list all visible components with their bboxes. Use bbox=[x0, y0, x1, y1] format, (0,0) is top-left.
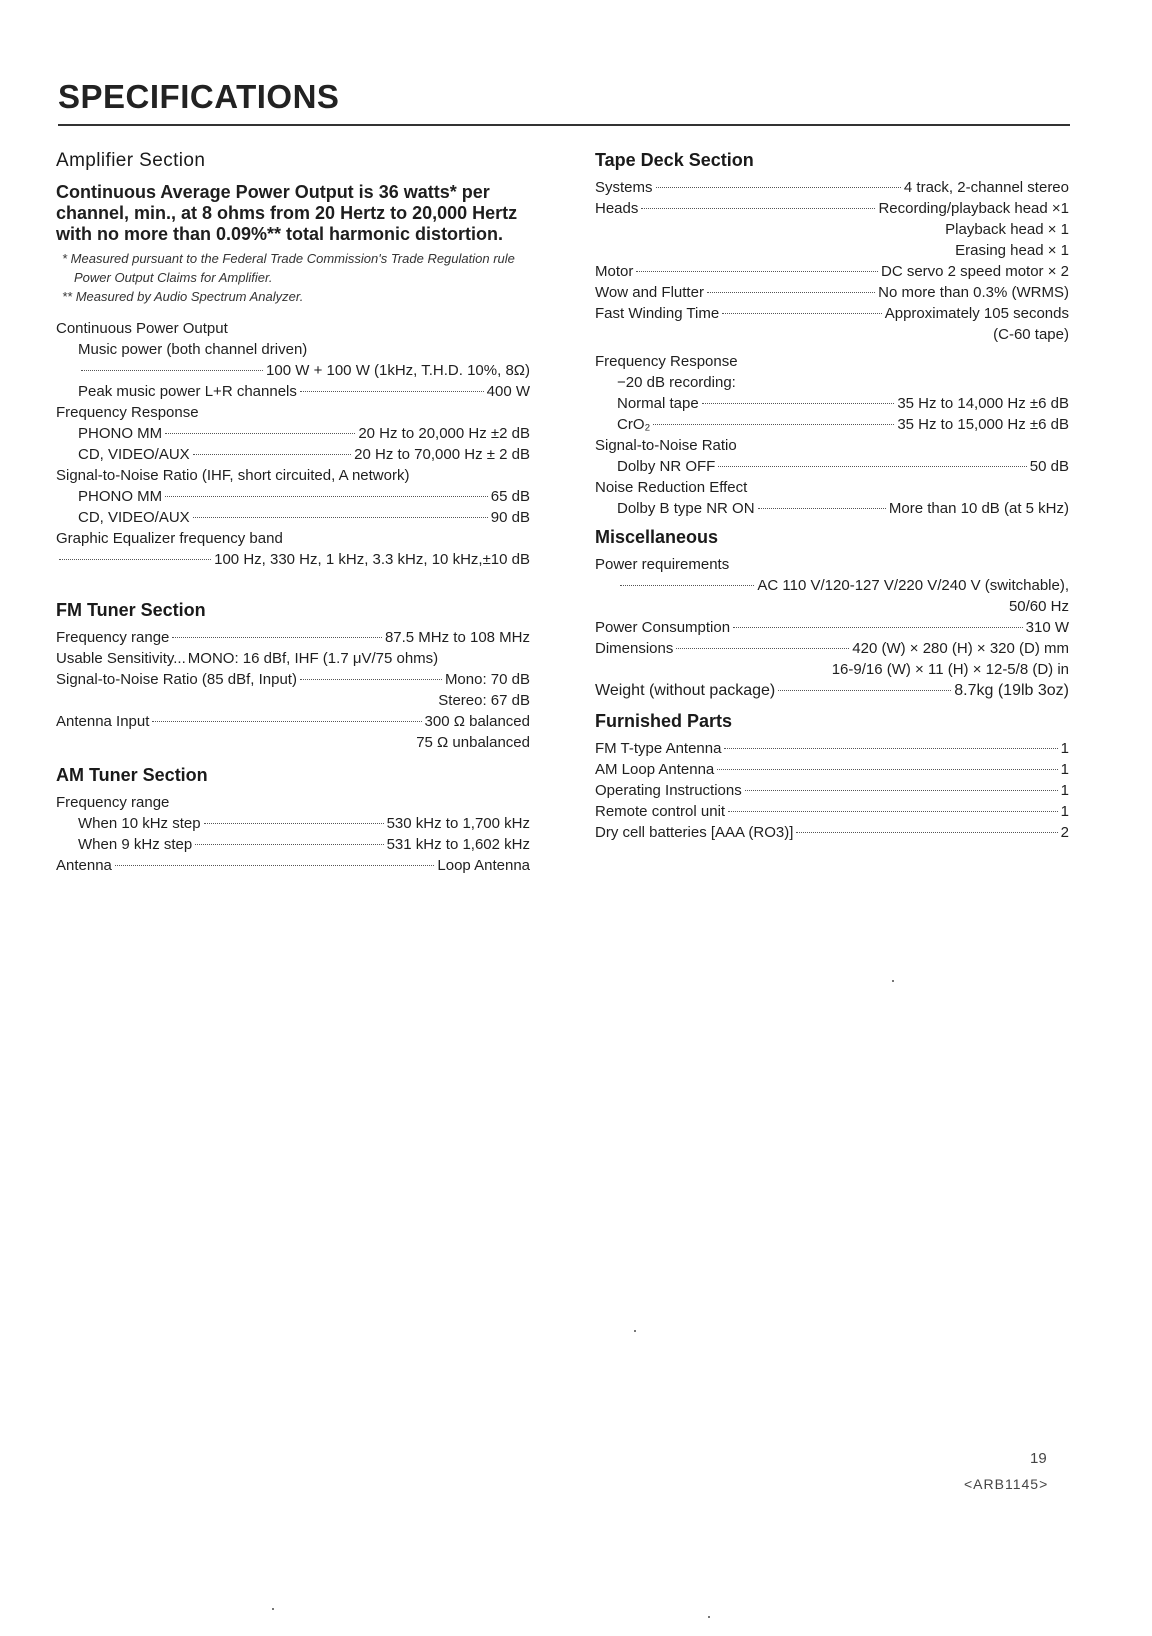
spec-value: AC 110 V/120-127 V/220 V/240 V (switchable), bbox=[757, 577, 1069, 594]
spec-row bbox=[56, 648, 530, 669]
spec-label: Dimensions bbox=[595, 640, 674, 657]
spec-value: 531 kHz to 1,602 kHz bbox=[386, 836, 530, 853]
page-number: 19 bbox=[1030, 1450, 1047, 1467]
spec-value: (C-60 tape) bbox=[993, 326, 1069, 343]
spec-row bbox=[56, 813, 530, 834]
part-label: Dry cell batteries [AAA (RO3)] bbox=[595, 824, 794, 841]
left-column bbox=[56, 150, 530, 876]
part-qty: 1 bbox=[1060, 761, 1069, 778]
part-qty: 1 bbox=[1060, 803, 1069, 820]
list-item bbox=[595, 738, 1069, 759]
spec-label: Signal-to-Noise Ratio bbox=[595, 437, 737, 454]
spec-value: More than 10 dB (at 5 kHz) bbox=[888, 500, 1069, 517]
spec-value: 4 track, 2-channel stereo bbox=[903, 179, 1069, 196]
spec-label: Music power (both channel driven) bbox=[78, 341, 308, 358]
spec-label: −20 dB recording: bbox=[617, 374, 736, 391]
spec-label: Normal tape bbox=[617, 395, 699, 412]
spec-row bbox=[56, 423, 530, 444]
spec-value: MONO: 16 dBf, IHF (1.7 μV/75 ohms) bbox=[187, 650, 439, 667]
spec-value: Loop Antenna bbox=[437, 857, 530, 874]
spec-label: Usable Sensitivity... bbox=[56, 650, 186, 667]
spec-label: CD, VIDEO/AUX bbox=[78, 446, 190, 463]
spec-value: Stereo: 67 dB bbox=[438, 692, 530, 709]
footnote-ftc: * Measured pursuant to the Federal Trade Commission's Trade Regulation rule Power Output Claims for Amplifier. bbox=[62, 251, 515, 285]
spec-value: 20 Hz to 20,000 Hz ±2 dB bbox=[358, 425, 530, 442]
title-divider bbox=[58, 124, 1070, 126]
parts-heading: Furnished Parts bbox=[595, 711, 733, 731]
spec-label: Graphic Equalizer frequency band bbox=[56, 530, 283, 547]
spec-value: 87.5 MHz to 108 MHz bbox=[384, 629, 530, 646]
spec-value: 16-9/16 (W) × 11 (H) × 12-5/8 (D) in bbox=[831, 661, 1069, 678]
spec-label: Motor bbox=[595, 263, 634, 280]
spec-row bbox=[56, 711, 530, 732]
part-qty: 2 bbox=[1060, 824, 1069, 841]
spec-value: 400 W bbox=[486, 383, 530, 400]
scan-speck bbox=[708, 1616, 710, 1618]
spec-value: 310 W bbox=[1025, 619, 1069, 636]
spec-label: Antenna Input bbox=[56, 713, 150, 730]
misc-heading: Miscellaneous bbox=[595, 527, 719, 547]
spec-row bbox=[595, 261, 1069, 282]
spec-label: Dolby NR OFF bbox=[617, 458, 716, 475]
spec-value: 50 dB bbox=[1029, 458, 1069, 475]
document-code: <ARB1145> bbox=[964, 1476, 1049, 1492]
spec-label: Signal-to-Noise Ratio (IHF, short circuited, A network) bbox=[56, 467, 410, 484]
spec-label: When 9 kHz step bbox=[78, 836, 193, 853]
spec-label: PHONO MM bbox=[78, 425, 163, 442]
spec-value: 90 dB bbox=[490, 509, 530, 526]
right-column bbox=[595, 150, 1069, 843]
part-qty: 1 bbox=[1060, 740, 1069, 757]
spec-label: Antenna bbox=[56, 857, 112, 874]
spec-row bbox=[595, 680, 1069, 701]
power-output-statement: Continuous Average Power Output is 36 watts* per channel, min., at 8 ohms from 20 Hertz to 20,000 Hertz with no more than 0.09%** total harmonic distortion. bbox=[56, 182, 518, 244]
spec-row bbox=[595, 414, 1069, 435]
tape-heading: Tape Deck Section bbox=[595, 150, 754, 170]
spec-value: No more than 0.3% (WRMS) bbox=[878, 284, 1069, 301]
spec-row bbox=[56, 360, 530, 381]
spec-value: 75 Ω unbalanced bbox=[416, 734, 530, 751]
spec-label: PHONO MM bbox=[78, 488, 163, 505]
part-label: FM T-type Antenna bbox=[595, 740, 722, 757]
spec-row bbox=[595, 575, 1069, 596]
spec-label: Frequency range bbox=[56, 629, 170, 646]
spec-row bbox=[56, 444, 530, 465]
spec-value: 300 Ω balanced bbox=[424, 713, 530, 730]
spec-row bbox=[56, 549, 530, 570]
spec-row bbox=[595, 498, 1069, 519]
part-label: Operating Instructions bbox=[595, 782, 742, 799]
spec-row bbox=[595, 303, 1069, 324]
spec-value: 530 kHz to 1,700 kHz bbox=[386, 815, 530, 832]
spec-row bbox=[56, 855, 530, 876]
spec-label: Heads bbox=[595, 200, 639, 217]
spec-value: Recording/playback head ×1 bbox=[878, 200, 1069, 217]
spec-row bbox=[56, 486, 530, 507]
spec-label: Fast Winding Time bbox=[595, 305, 720, 322]
spec-label: Systems bbox=[595, 179, 653, 196]
spec-row bbox=[595, 617, 1069, 638]
spec-value: 100 Hz, 330 Hz, 1 kHz, 3.3 kHz, 10 kHz,±10 dB bbox=[214, 551, 530, 568]
am-heading: AM Tuner Section bbox=[56, 765, 208, 785]
amplifier-heading: Amplifier Section bbox=[56, 150, 206, 171]
part-label: Remote control unit bbox=[595, 803, 726, 820]
spec-value: Approximately 105 seconds bbox=[884, 305, 1069, 322]
spec-label: Power Consumption bbox=[595, 619, 731, 636]
spec-row bbox=[56, 381, 530, 402]
spec-label: When 10 kHz step bbox=[78, 815, 201, 832]
spec-label: Frequency Response bbox=[56, 404, 199, 421]
spec-value: Playback head × 1 bbox=[945, 221, 1069, 238]
spec-value: DC servo 2 speed motor × 2 bbox=[880, 263, 1069, 280]
spec-value: 20 Hz to 70,000 Hz ± 2 dB bbox=[354, 446, 530, 463]
spec-value: 65 dB bbox=[490, 488, 530, 505]
spec-label: Frequency range bbox=[56, 794, 170, 811]
spec-label: Power requirements bbox=[595, 556, 730, 573]
spec-value: 35 Hz to 15,000 Hz ±6 dB bbox=[897, 416, 1069, 433]
spec-value: 8.7kg (19lb 3oz) bbox=[954, 682, 1069, 699]
spec-label: Frequency Response bbox=[595, 353, 738, 370]
spec-value: 50/60 Hz bbox=[1008, 598, 1069, 615]
list-item bbox=[595, 759, 1069, 780]
scan-speck bbox=[272, 1608, 274, 1610]
spec-value: Erasing head × 1 bbox=[955, 242, 1069, 259]
footnote-analyzer: ** Measured by Audio Spectrum Analyzer. bbox=[62, 289, 304, 304]
spec-label: CD, VIDEO/AUX bbox=[78, 509, 190, 526]
spec-row bbox=[595, 282, 1069, 303]
spec-label: Weight (without package) bbox=[595, 682, 776, 699]
spec-row bbox=[595, 177, 1069, 198]
page-title: SPECIFICATIONS bbox=[58, 78, 340, 115]
spec-row bbox=[595, 638, 1069, 659]
spec-value: 100 W + 100 W (1kHz, T.H.D. 10%, 8Ω) bbox=[266, 362, 530, 379]
spec-label: Peak music power L+R channels bbox=[78, 383, 297, 400]
spec-value: 35 Hz to 14,000 Hz ±6 dB bbox=[897, 395, 1069, 412]
spec-label: Noise Reduction Effect bbox=[595, 479, 748, 496]
part-qty: 1 bbox=[1060, 782, 1069, 799]
part-label: AM Loop Antenna bbox=[595, 761, 715, 778]
spec-row bbox=[56, 507, 530, 528]
spec-label: CrO₂ bbox=[617, 416, 651, 433]
spec-row bbox=[56, 669, 530, 690]
spec-label: Wow and Flutter bbox=[595, 284, 704, 301]
spec-label: Signal-to-Noise Ratio (85 dBf, Input) bbox=[56, 671, 297, 688]
list-item bbox=[595, 780, 1069, 801]
spec-value: 420 (W) × 280 (H) × 320 (D) mm bbox=[852, 640, 1069, 657]
fm-heading: FM Tuner Section bbox=[56, 600, 206, 620]
spec-row bbox=[56, 627, 530, 648]
spec-value: Mono: 70 dB bbox=[444, 671, 530, 688]
list-item bbox=[595, 801, 1069, 822]
spec-row bbox=[595, 456, 1069, 477]
scan-speck bbox=[634, 1330, 636, 1332]
scan-speck bbox=[892, 980, 894, 982]
spec-label: Continuous Power Output bbox=[56, 320, 228, 337]
list-item bbox=[595, 822, 1069, 843]
spec-label: Dolby B type NR ON bbox=[617, 500, 755, 517]
spec-row bbox=[56, 834, 530, 855]
spec-row bbox=[595, 393, 1069, 414]
spec-row bbox=[595, 198, 1069, 219]
